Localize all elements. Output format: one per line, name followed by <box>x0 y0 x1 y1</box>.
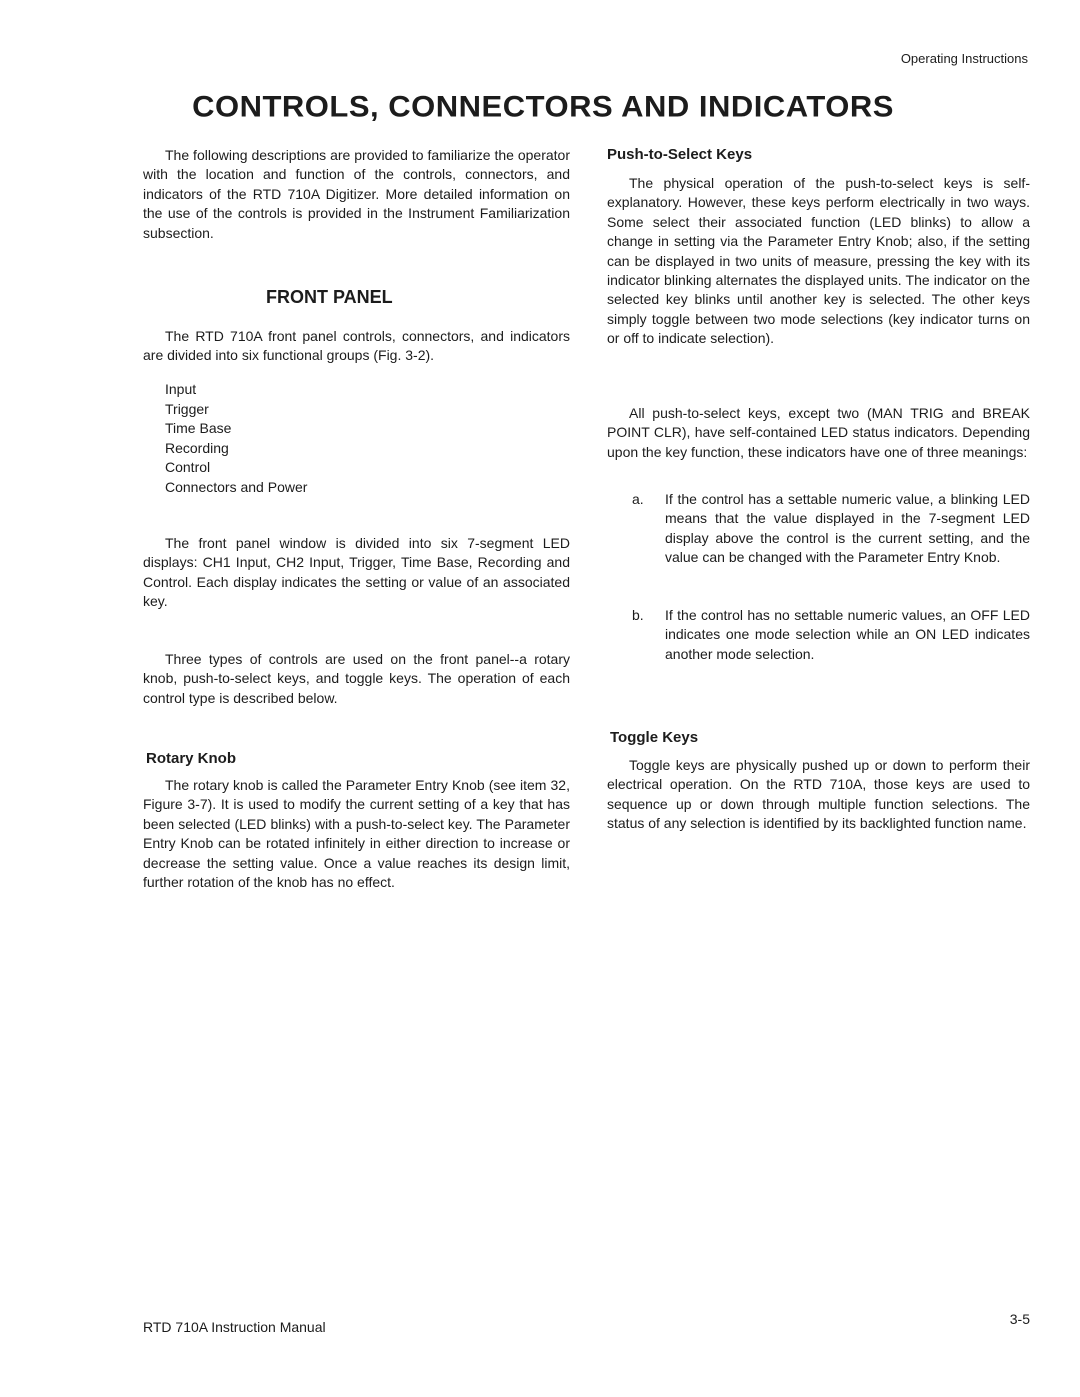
list-item: Recording <box>165 439 229 456</box>
footer-manual-title: RTD 710A Instruction Manual <box>143 1319 326 1335</box>
control-types-paragraph: Three types of controls are used on the front panel--a rotary knob, push-to-select keys, and toggle keys. The operation of each control type is described below. <box>143 651 570 706</box>
list-item: Control <box>165 459 211 475</box>
front-panel-paragraph: The RTD 710A front panel controls, connectors, and indicators are divided into six functional groups (Fig. 3-2). <box>143 328 570 364</box>
push-to-select-paragraph: The physical operation of the push-to-select keys is self-explanatory. However, these keys perform electrically in two ways. Some select their associated function (LED blinks) to allow a change in setting via the Parameter Entry Knob; also, if the setting can be displayed in two units of measure, pressing the key with its indicator blinking alternates the displayed units. The indicator on the selected key blinks until another key is selected. The other keys simply toggle between two mode selections (key indicator turns on or off to indicate selection). <box>607 175 1030 347</box>
rotary-knob-heading: Rotary Knob <box>146 750 236 767</box>
list-item: Trigger <box>165 400 209 417</box>
running-header: Operating Instructions <box>900 51 1028 66</box>
intro-paragraph: The following descriptions are provided to familiarize the operator with the location and function of the controls, connectors, and indicators of the RTD 710A Digitizer. More detailed information on the use of the controls is provided in the Instrument Familiarization subsection. <box>143 147 570 241</box>
toggle-keys-heading: Toggle Keys <box>610 729 699 746</box>
list-item <box>632 490 1030 568</box>
page-title: CONTROLS, CONNECTORS AND INDICATORS <box>192 89 894 124</box>
rotary-knob-paragraph: The rotary knob is called the Parameter Entry Knob (see item 32, Figure 3-7). It is used to modify the current setting of a key that has been selected (LED blinks) with a push-to-select key. The Parameter Entry Knob can be rotated infinitely in either direction to increase or decrease the setting value. Once a value reaches its design limit, further rotation of the knob has no effect. <box>143 777 570 891</box>
item-label: a. <box>632 491 644 507</box>
list-item: Input <box>165 381 197 397</box>
list-item: Connectors and Power <box>165 478 308 495</box>
front-panel-heading: FRONT PANEL <box>266 287 393 307</box>
item-label: b. <box>632 607 644 623</box>
window-paragraph: The front panel window is divided into six 7-segment LED displays: CH1 Input, CH2 Input, Trigger, Time Base, Recording and Control. Each display indicates the setting or value of an associated key. <box>143 535 570 610</box>
page-number: 3-5 <box>1009 1311 1030 1327</box>
functional-groups-list <box>165 380 307 497</box>
led-indicators-paragraph: All push-to-select keys, except two (MAN TRIG and BREAK POINT CLR), have self-contained LED status indicators. Depending upon the key function, these indicators have one of three meanings: <box>607 405 1030 460</box>
list-item <box>632 606 1030 664</box>
toggle-keys-paragraph: Toggle keys are physically pushed up or down to perform their electrical operation. On the RTD 710A, those keys are used to sequence up or down through multiple function selections. The status of any selection is identified by its backlighted function name. <box>607 757 1030 832</box>
item-text: If the control has a settable numeric value, a blinking LED means that the value displayed in the 7-segment LED display above the control is the current setting, and the value can be changed with the Parameter Entry Knob. <box>665 491 1030 566</box>
push-to-select-heading: Push-to-Select Keys <box>607 146 753 163</box>
item-text: If the control has no settable numeric values, an OFF LED indicates one mode selection while an ON LED indicates another mode selection. <box>665 607 1030 662</box>
list-item: Time Base <box>165 420 232 436</box>
